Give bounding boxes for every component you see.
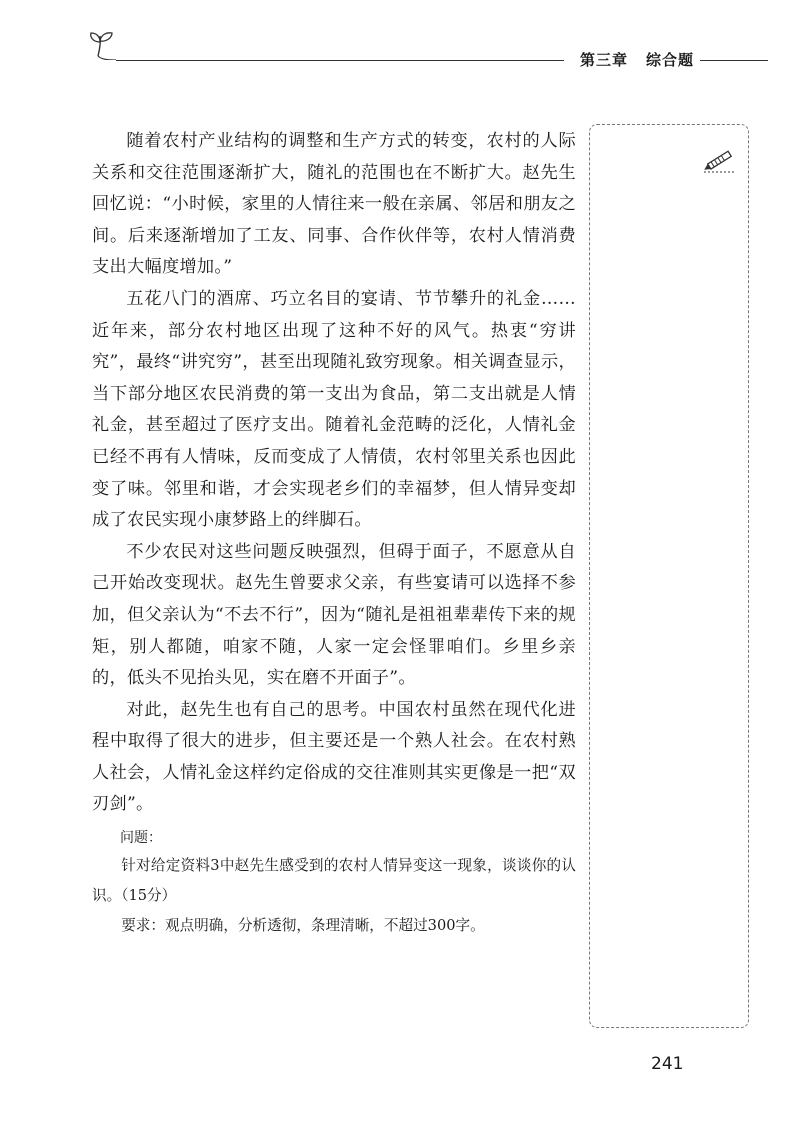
paragraph-4: 对此，赵先生也有自己的思考。中国农村虽然在现代化进程中取得了很大的进步，但主要还是一个熟人社会。在农村熟人社会，人情礼金这样约定俗成的交往准则其实更像是一把“双刃剑”。	[92, 699, 576, 815]
chapter-label: 第三章	[580, 51, 629, 69]
question-label: 问题：	[120, 830, 162, 847]
note-panel	[589, 124, 749, 1028]
section-label: 综合题	[646, 51, 695, 69]
question-text: 针对给定资料3中赵先生感受到的农村人情异变这一现象，谈谈你的认识。（15分）	[92, 857, 576, 905]
requirement-text: 要求：观点明确，分析透彻，条理清晰，不超过300字。	[121, 917, 485, 935]
header-title	[580, 49, 694, 70]
paragraph-2: 五花八门的酒席、巧立名目的宴请、节节攀升的礼金……近年来，部分农村地区出现了这种不好的风气。热衷“穷讲究”，最终“讲究穷”，甚至出现随礼致穷现象。相关调查显示，当下部分地区农民消费的第一支出为食品，第二支出就是人情礼金，甚至超过了医疗支出。随着礼金范畴的泛化，人情礼金已经不再有人情味，反而变成了人情债，农村邻里关系也因此变了味。邻里和谐，才会实现老乡们的幸福梦，但人情异变却成了农民实现小康梦路上的绊脚石。	[92, 288, 576, 531]
body-text	[92, 126, 576, 941]
paragraph-1: 随着农村产业结构的调整和生产方式的转变，农村的人际关系和交往范围逐渐扩大，随礼的范围也在不断扩大。赵先生回忆说：“小时候，家里的人情往来一般在亲属、邻居和朋友之间。后来逐渐增加了工友、同事、合作伙伴等，农村人情消费支出大幅度增加。”	[92, 131, 576, 278]
header-rule-right	[700, 60, 768, 61]
page-number: 241	[651, 1054, 684, 1074]
paragraph-3: 不少农民对这些问题反映强烈，但碍于面子，不愿意从自己开始改变现状。赵先生曾要求父亲，有些宴请可以选择不参加，但父亲认为“不去不行”，因为“随礼是祖祖辈辈传下来的规矩，别人都随，咱家不随，人家一定会怪罪咱们。乡里乡亲的，低头不见抬头见，实在磨不开面子”。	[92, 541, 576, 689]
pen-note-icon	[700, 146, 740, 176]
sprout-icon	[88, 30, 122, 60]
header-rule-left	[116, 60, 564, 61]
